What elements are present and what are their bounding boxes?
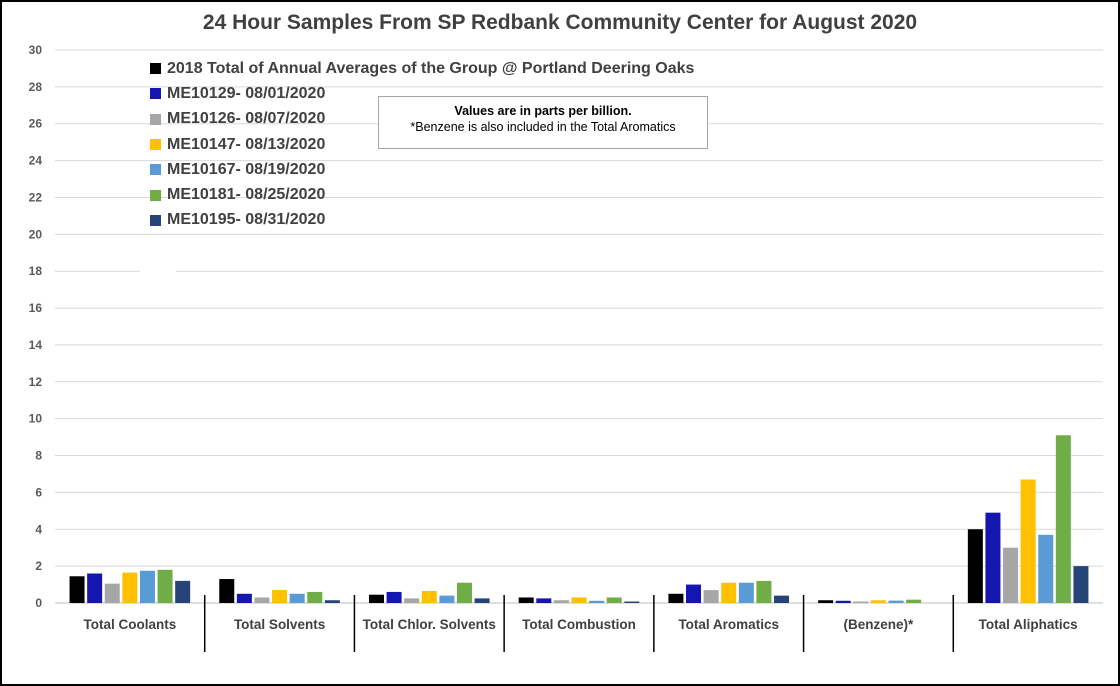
bar (404, 598, 419, 603)
legend-label: ME10147- 08/13/2020 (167, 135, 326, 153)
y-tick-label: 4 (35, 522, 42, 537)
y-tick-label: 30 (28, 43, 42, 57)
bar (1056, 435, 1071, 603)
bar (536, 598, 551, 603)
bar (272, 590, 287, 603)
bar (254, 597, 269, 603)
y-tick-label: 24 (28, 153, 42, 168)
legend-swatch (150, 164, 161, 175)
bar (457, 583, 472, 603)
units-note-line: Values are in parts per billion. (454, 104, 632, 118)
bar (369, 595, 384, 603)
bar (739, 583, 754, 603)
bar (889, 601, 904, 603)
bar (519, 597, 534, 603)
bar (607, 597, 622, 603)
bar (439, 596, 454, 603)
legend-swatch (150, 190, 161, 201)
bar (668, 594, 683, 603)
bar (175, 581, 190, 603)
bar (985, 513, 1000, 603)
x-tick-label: Total Coolants (83, 617, 177, 632)
y-tick-label: 28 (28, 79, 42, 94)
y-tick-label: 26 (28, 116, 42, 131)
legend-item (150, 56, 694, 81)
bar (87, 574, 102, 603)
bar (1021, 479, 1036, 603)
legend-label: ME10195- 08/31/2020 (167, 211, 326, 229)
x-tick-label: Total Aromatics (678, 617, 779, 632)
y-tick-label: 12 (28, 374, 42, 389)
bar (475, 598, 490, 603)
bar (906, 600, 921, 603)
bar (968, 529, 983, 603)
benzene-note-line: *Benzene is also included in the Total Aromatics (410, 120, 676, 134)
bar (237, 594, 252, 603)
legend-label: ME10167- 08/19/2020 (167, 160, 326, 178)
bar (219, 579, 234, 603)
bar (1038, 535, 1053, 603)
bar (422, 591, 437, 603)
bar (140, 571, 155, 603)
bar (853, 602, 868, 603)
bar (704, 590, 719, 603)
legend-swatch (150, 88, 161, 99)
bar (686, 585, 701, 603)
bar (554, 600, 569, 603)
bar (387, 592, 402, 603)
bar (307, 592, 322, 603)
bar (756, 581, 771, 603)
y-tick-label: 2 (35, 559, 42, 574)
legend-item (150, 157, 694, 182)
bar (818, 600, 833, 603)
gridline-gap (140, 266, 176, 276)
y-tick-label: 22 (28, 190, 42, 205)
legend-label: ME10181- 08/25/2020 (167, 186, 326, 204)
bar (774, 596, 789, 603)
y-tick-label: 0 (35, 596, 42, 610)
chart-title: 24 Hour Samples From SP Redbank Community Center for August 2020 (202, 11, 918, 34)
bar (589, 601, 604, 603)
bar (105, 584, 120, 603)
bar (1003, 548, 1018, 603)
legend-swatch (150, 215, 161, 226)
bar (871, 600, 886, 603)
x-tick-label: (Benzene)* (843, 617, 914, 632)
bar (1073, 566, 1088, 603)
y-tick-label: 20 (28, 227, 42, 242)
x-tick-label: Total Combustion (522, 617, 636, 632)
bar (572, 597, 587, 603)
legend-item (150, 182, 694, 207)
y-tick-label: 8 (35, 448, 42, 463)
legend-label: ME10129- 08/01/2020 (167, 84, 326, 102)
bar (721, 583, 736, 603)
bar (624, 602, 639, 603)
bar (122, 573, 137, 603)
legend-label: 2018 Total of Annual Averages of the Group @ Portland Deering Oaks (167, 59, 695, 77)
legend-swatch (150, 139, 161, 150)
legend-label: ME10126- 08/07/2020 (167, 110, 326, 128)
y-tick-label: 14 (28, 337, 42, 352)
bar (158, 570, 173, 603)
x-tick-label: Total Chlor. Solvents (362, 617, 496, 632)
y-tick-label: 18 (28, 264, 42, 279)
bar (70, 576, 85, 603)
legend-swatch (150, 63, 161, 74)
bar (290, 594, 305, 603)
x-tick-label: Total Aliphatics (978, 617, 1078, 632)
bar (836, 601, 851, 603)
y-tick-label: 16 (28, 301, 42, 316)
legend-item (150, 208, 694, 233)
y-tick-label: 10 (28, 411, 42, 426)
bar (325, 600, 340, 603)
units-note (378, 96, 708, 149)
y-tick-label: 6 (35, 485, 42, 500)
legend-swatch (150, 114, 161, 125)
x-tick-label: Total Solvents (233, 617, 326, 632)
